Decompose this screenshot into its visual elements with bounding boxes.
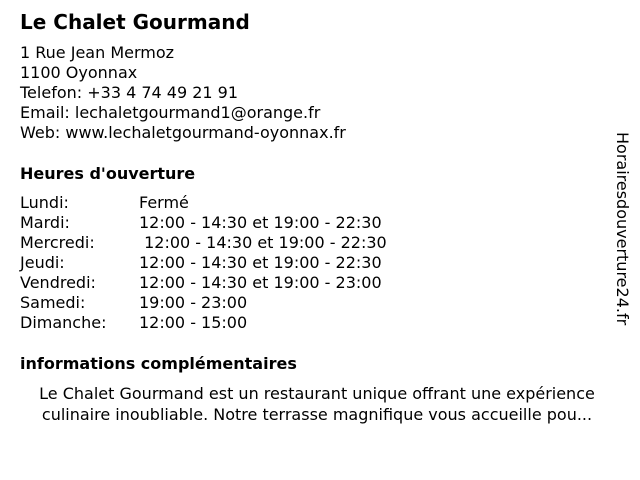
hours-day: Dimanche: — [20, 313, 107, 332]
hours-time: 12:00 - 14:30 et 19:00 - 22:30 — [139, 233, 387, 252]
contact-block — [20, 43, 610, 143]
hours-table — [20, 193, 610, 333]
address-street: 1 Rue Jean Mermoz — [20, 43, 175, 62]
brand-watermark[interactable]: Horairesdouverture24.fr — [613, 132, 632, 326]
hours-row — [20, 313, 610, 333]
info-heading: informations complémentaires — [20, 354, 297, 373]
hours-row — [20, 213, 610, 233]
hours-time: 12:00 - 14:30 et 19:00 - 22:30 — [139, 253, 382, 272]
restaurant-card — [20, 10, 610, 425]
info-line: culinaire inoubliable. Notre terrasse magnifique vous accueille pou... — [41, 405, 593, 424]
hours-time: 12:00 - 14:30 et 19:00 - 23:00 — [139, 273, 382, 292]
hours-time: 19:00 - 23:00 — [139, 293, 248, 312]
address-city: 1100 Oyonnax — [20, 63, 138, 82]
info-line: Le Chalet Gourmand est un restaurant unique offrant une expérience — [39, 384, 595, 403]
hours-day: Jeudi: — [20, 253, 65, 272]
hours-day: Mardi: — [20, 213, 70, 232]
hours-day: Lundi: — [20, 193, 69, 212]
restaurant-name: Le Chalet Gourmand — [20, 10, 250, 34]
info-description — [12, 383, 622, 425]
hours-row — [20, 233, 610, 253]
hours-time: 12:00 - 14:30 et 19:00 - 22:30 — [139, 213, 382, 232]
phone-text[interactable]: Telefon: +33 4 74 49 21 91 — [20, 83, 239, 102]
hours-day: Vendredi: — [20, 273, 96, 292]
hours-row — [20, 293, 610, 313]
hours-time: Fermé — [139, 193, 189, 212]
hours-row — [20, 193, 610, 213]
hours-time: 12:00 - 15:00 — [139, 313, 248, 332]
hours-day: Samedi: — [20, 293, 86, 312]
email-text[interactable]: Email: lechaletgourmand1@orange.fr — [20, 103, 321, 122]
hours-row — [20, 273, 610, 293]
hours-row — [20, 253, 610, 273]
hours-heading: Heures d'ouverture — [20, 164, 196, 183]
hours-day: Mercredi: — [20, 233, 95, 252]
website-text[interactable]: Web: www.lechaletgourmand-oyonnax.fr — [20, 123, 346, 142]
